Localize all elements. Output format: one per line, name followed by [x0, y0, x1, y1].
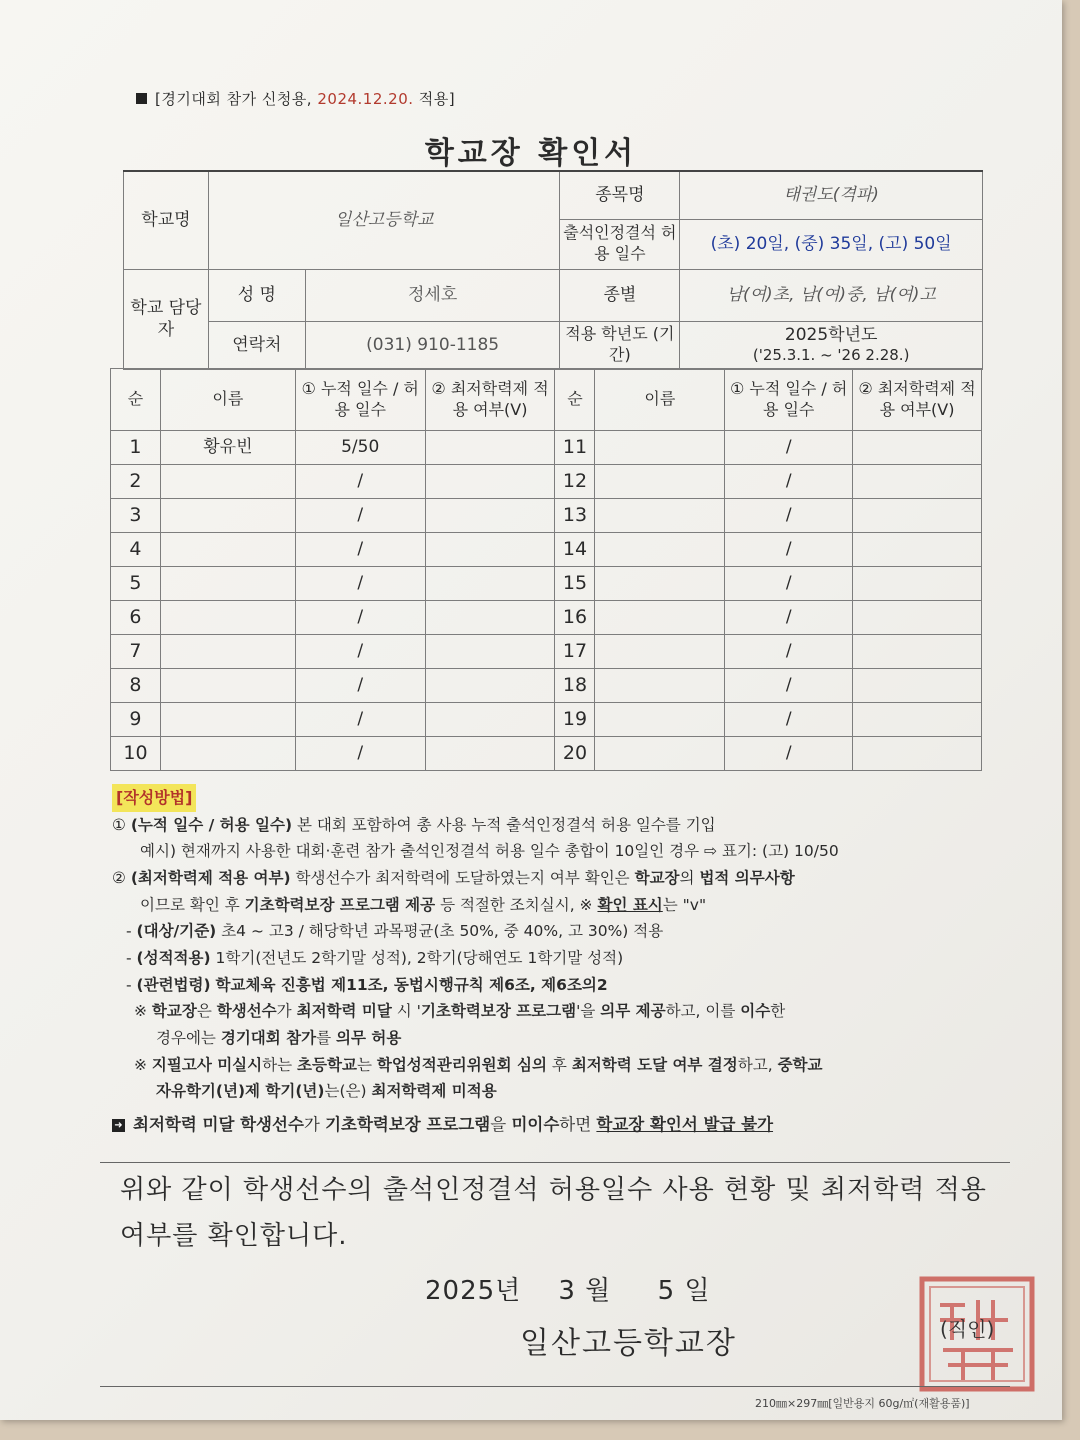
method-line-2b: 이므로 확인 후 기초학력보장 프로그램 제공 등 적절한 조치실시, ※ 확인 표시는 "v" — [140, 895, 707, 914]
table-row — [111, 499, 982, 533]
table-row — [111, 737, 982, 771]
method-line-1b: 예시) 현재까지 사용한 대회·훈련 참가 출석인정결석 허용 일수 총합이 10일인 경우 ⇨ 표기: (고) 10/50 — [140, 842, 839, 861]
row-min-cell — [853, 635, 982, 669]
method-line-2: ② (최저학력제 적용 여부) 학생선수가 최저학력에 도달하였는지 여부 확인은 학교장의 법적 의무사항 — [112, 868, 795, 887]
row-days-cell: / — [725, 635, 853, 669]
page-title: 학교장 확인서 — [424, 136, 638, 171]
arrow-right-icon: ➜ — [112, 1119, 125, 1132]
row-no-cell: 18 — [555, 669, 595, 703]
row-min-cell — [853, 737, 982, 771]
row-days-cell: / — [295, 635, 425, 669]
year-cell — [680, 321, 983, 369]
contact-group-label: 학교 담당자 — [124, 269, 209, 369]
row-name-cell — [595, 737, 725, 771]
method-note-2: ※ 지필고사 미실시하는 초등학교는 학업성적관리위원회 심의 후 최저학력 도달 여부 결정하고, 중학교 — [134, 1055, 823, 1074]
sport-value: 태권도(격파) — [680, 171, 983, 219]
method-note-1b: 경우에는 경기대회 참가를 의무 허용 — [156, 1028, 402, 1047]
row-days-cell: / — [725, 431, 853, 465]
row-name-cell — [160, 635, 295, 669]
phone-value: (031) 910-1185 — [305, 321, 560, 369]
row-no-cell: 3 — [111, 499, 161, 533]
row-no-cell: 12 — [555, 465, 595, 499]
row-name-cell — [595, 533, 725, 567]
row-days-cell: / — [725, 533, 853, 567]
row-name-cell — [595, 431, 725, 465]
row-name-cell — [160, 601, 295, 635]
year-period: ('25.3.1. ~ '26 2.28.) — [752, 346, 910, 365]
row-days-cell: / — [725, 601, 853, 635]
row-days-cell: / — [295, 465, 425, 499]
row-no-cell: 8 — [111, 669, 161, 703]
row-min-cell — [425, 703, 555, 737]
row-name-cell — [160, 465, 295, 499]
seal-mark: (직인) — [940, 1317, 995, 1341]
header-days-right: ① 누적 일수 / 허용 일수 — [725, 369, 853, 431]
writing-method — [112, 784, 1012, 1139]
row-days-cell: / — [295, 601, 425, 635]
row-days-cell: / — [295, 533, 425, 567]
row-no-cell: 20 — [555, 737, 595, 771]
row-name-cell — [595, 669, 725, 703]
row-min-cell — [853, 533, 982, 567]
sport-label: 종목명 — [560, 171, 680, 219]
header-no-left: 순 — [111, 369, 161, 431]
official-seal-stamp — [918, 1275, 1036, 1393]
table-row — [111, 431, 982, 465]
paper-spec-note: 210㎜×297㎜[일반용지 60g/㎡(재활용품)] — [755, 1397, 970, 1410]
row-min-cell — [425, 499, 555, 533]
name-value: 정세호 — [305, 269, 560, 321]
table-row — [111, 465, 982, 499]
row-min-cell — [853, 465, 982, 499]
method-note-1: ※ 학교장은 학생선수가 최저학력 미달 시 '기초학력보장 프로그램'을 의무 제공하고, 이를 이수한 — [134, 1002, 786, 1021]
principal-name: 일산고등학교장 — [520, 1326, 737, 1361]
row-no-cell: 6 — [111, 601, 161, 635]
table-row — [111, 567, 982, 601]
absence-value: (초) 20일, (중) 35일, (고) 50일 — [680, 219, 983, 269]
row-min-cell — [425, 533, 555, 567]
table-row — [111, 703, 982, 737]
row-days-cell: / — [295, 737, 425, 771]
row-min-cell — [425, 737, 555, 771]
row-no-cell: 4 — [111, 533, 161, 567]
row-no-cell: 16 — [555, 601, 595, 635]
method-line-1: ① (누적 일수 / 허용 일수) 본 대회 포함하여 총 사용 누적 출석인정결석 허용 일수를 기입 — [112, 815, 716, 834]
row-min-cell — [853, 431, 982, 465]
gender-label: 종별 — [560, 269, 680, 321]
row-name-cell — [595, 567, 725, 601]
row-no-cell: 13 — [555, 499, 595, 533]
row-no-cell: 7 — [111, 635, 161, 669]
method-note-2b: 자유학기(년)제 학기(년)는(은) 최저학력제 미적용 — [156, 1082, 497, 1101]
header-min-right: ② 최저학력제 적용 여부(V) — [853, 369, 982, 431]
divider — [100, 1162, 1010, 1163]
row-no-cell: 1 — [111, 431, 161, 465]
row-min-cell — [425, 669, 555, 703]
row-days-cell: / — [295, 703, 425, 737]
header-tag-suffix: 적용] — [418, 90, 456, 108]
gender-value: 남(여)초, 남(여)중, 남(여)고 — [680, 269, 983, 321]
row-min-cell — [425, 431, 555, 465]
row-no-cell: 19 — [555, 703, 595, 737]
row-name-cell — [160, 533, 295, 567]
header-tag-prefix: [경기대회 참가 신청용, — [155, 90, 313, 108]
table-row — [111, 669, 982, 703]
row-days-cell: / — [725, 669, 853, 703]
row-no-cell: 17 — [555, 635, 595, 669]
year-value: 2025학년도 — [784, 325, 878, 346]
row-min-cell — [853, 669, 982, 703]
row-name-cell — [160, 567, 295, 601]
row-days-cell: / — [725, 703, 853, 737]
row-name-cell — [160, 737, 295, 771]
row-no-cell: 5 — [111, 567, 161, 601]
row-min-cell — [853, 499, 982, 533]
header-tag-date: 2024.12.20. — [317, 90, 414, 108]
row-days-cell: / — [725, 499, 853, 533]
row-min-cell — [425, 635, 555, 669]
header-tag — [136, 88, 455, 109]
row-no-cell: 10 — [111, 737, 161, 771]
roster-table — [110, 368, 982, 771]
row-name-cell — [595, 601, 725, 635]
row-no-cell: 15 — [555, 567, 595, 601]
name-label: 성 명 — [208, 269, 305, 321]
table-row — [111, 635, 982, 669]
phone-label: 연락처 — [208, 321, 305, 369]
row-min-cell — [425, 601, 555, 635]
table-row — [111, 601, 982, 635]
row-name-cell: 황유빈 — [160, 431, 295, 465]
row-days-cell: / — [295, 499, 425, 533]
row-min-cell — [425, 567, 555, 601]
absence-label: 출석인정결석 허용 일수 — [560, 219, 680, 269]
signature-date: 2025년 3 월 5 일 — [425, 1276, 711, 1306]
row-no-cell: 9 — [111, 703, 161, 737]
table-row — [111, 533, 982, 567]
school-value: 일산고등학교 — [208, 171, 560, 269]
row-days-cell: / — [295, 669, 425, 703]
row-min-cell — [853, 567, 982, 601]
row-name-cell — [160, 669, 295, 703]
header-no-right: 순 — [555, 369, 595, 431]
school-label: 학교명 — [124, 171, 209, 269]
method-line-3: - (대상/기준) 초4 ~ 고3 / 해당학년 과목평균(초 50%, 중 40%, 고 30%) 적용 — [126, 922, 664, 941]
row-name-cell — [595, 465, 725, 499]
row-days-cell: / — [725, 465, 853, 499]
row-name-cell — [160, 499, 295, 533]
row-days-cell: 5/50 — [295, 431, 425, 465]
header-days-left: ① 누적 일수 / 허용 일수 — [295, 369, 425, 431]
info-table — [123, 170, 983, 370]
row-name-cell — [595, 499, 725, 533]
row-name-cell — [595, 635, 725, 669]
bottom-divider — [100, 1386, 1010, 1387]
confirmation-text: 위와 같이 학생선수의 출석인정결석 허용일수 사용 현황 및 최저학력 적용 여부를 확인합니다. — [120, 1175, 987, 1251]
year-label: 적용 학년도 (기간) — [560, 321, 680, 369]
row-min-cell — [853, 601, 982, 635]
row-min-cell — [425, 465, 555, 499]
row-name-cell — [160, 703, 295, 737]
row-min-cell — [853, 703, 982, 737]
square-bullet-icon — [136, 93, 147, 104]
header-min-left: ② 최저학력제 적용 여부(V) — [425, 369, 555, 431]
header-name-right: 이름 — [595, 369, 725, 431]
row-no-cell: 2 — [111, 465, 161, 499]
row-name-cell — [595, 703, 725, 737]
header-name-left: 이름 — [160, 369, 295, 431]
row-days-cell: / — [725, 737, 853, 771]
row-days-cell: / — [725, 567, 853, 601]
method-title: [작성방법] — [112, 784, 196, 812]
row-days-cell: / — [295, 567, 425, 601]
method-final-note: ➜ 최저학력 미달 학생선수가 기초학력보장 프로그램을 미이수하면 학교장 확인서 발급 불가 — [112, 1111, 1012, 1139]
row-no-cell: 14 — [555, 533, 595, 567]
row-no-cell: 11 — [555, 431, 595, 465]
method-line-4: - (성적적용) 1학기(전년도 2학기말 성적), 2학기(당해연도 1학기말 성적) — [126, 948, 624, 967]
method-line-5: - (관련법령) 학교체육 진흥법 제11조, 동법시행규칙 제6조, 제6조의2 — [126, 975, 608, 994]
